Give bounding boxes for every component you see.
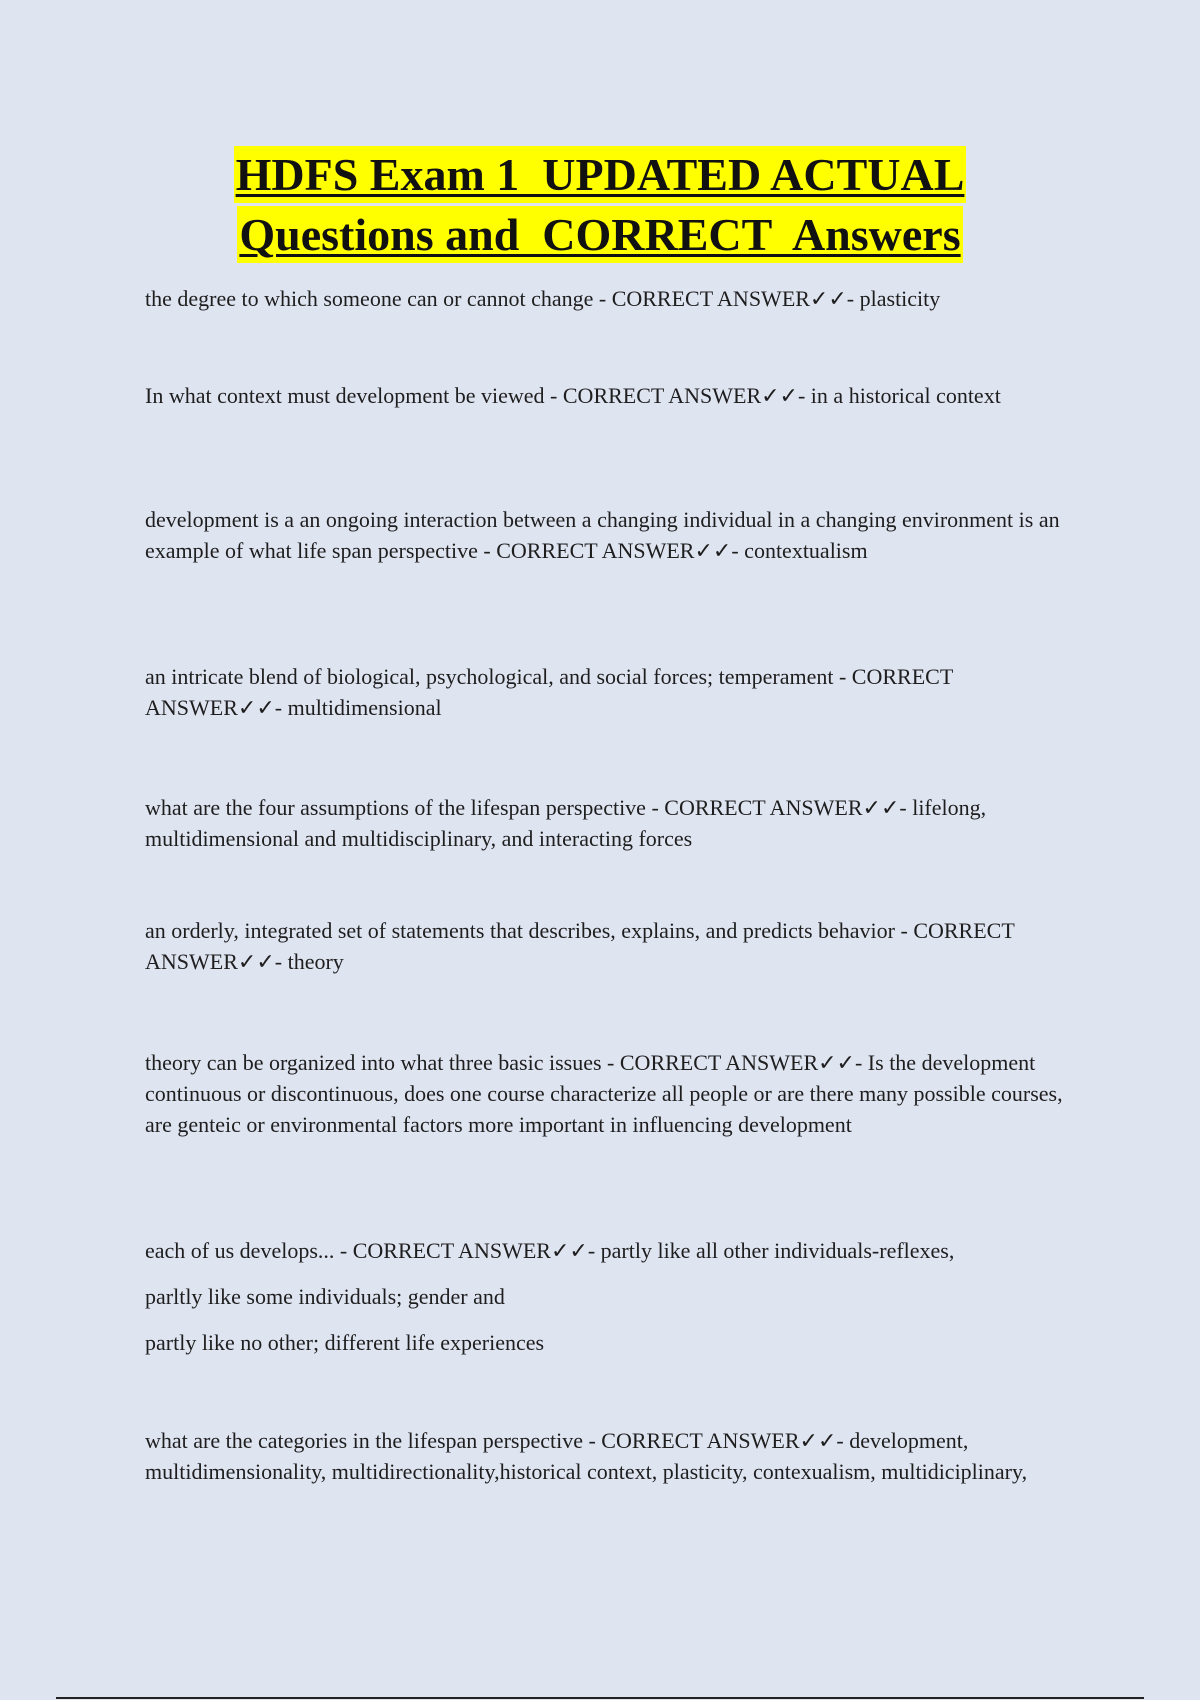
qa-item-4 [145,661,1065,723]
qa-text: the degree to which someone can or cannot change - CORRECT ANSWER✓✓- plasticity [145,286,941,311]
qa-text: In what context must development be viewed - CORRECT ANSWER✓✓- in a historical context [145,383,1001,408]
qa-text: what are the categories in the lifespan perspective - CORRECT ANSWER✓✓- development, multidimensionality, multidirectionality,historical context, plasticity, contexualism, multidiciplinary, [145,1428,1028,1484]
qa-text: each of us develops... - CORRECT ANSWER✓✓- partly like all other individuals-reflexes, [145,1238,955,1263]
qa-item-8 [145,1235,1065,1358]
qa-text: an orderly, integrated set of statements that describes, explains, and predicts behavior - CORRECT ANSWER✓✓- theory [145,918,1015,974]
title-line-1: HDFS Exam 1 UPDATED ACTUAL [234,146,967,203]
qa-item-5 [145,792,1065,854]
qa-item-3 [145,504,1065,566]
qa-text: what are the four assumptions of the lifespan perspective - CORRECT ANSWER✓✓- lifelong, multidimensional and multidisciplinary, and interacting forces [145,795,987,851]
footer-rule [56,1697,1144,1699]
qa-item-7 [145,1047,1065,1140]
title-line-2: Questions and CORRECT Answers [237,206,962,263]
qa-text-line-2: parltly like some individuals; gender and [145,1284,505,1309]
qa-item-2 [145,380,1065,411]
qa-item-6 [145,915,1065,977]
qa-item-9 [145,1425,1065,1487]
qa-text-line-3: partly like no other; different life experiences [145,1330,545,1355]
document-title [0,146,1200,266]
qa-text: development is a an ongoing interaction between a changing individual in a changing environment is an example of what life span perspective - CORRECT ANSWER✓✓- contextualism [145,507,1060,563]
qa-text: theory can be organized into what three basic issues - CORRECT ANSWER✓✓- Is the development continuous or discontinuous, does one course characterize all people or are there many possible courses, are genteic or environmental factors more important in influencing development [145,1050,1063,1137]
qa-text: an intricate blend of biological, psychological, and social forces; temperament - CORRECT ANSWER✓✓- multidimensional [145,664,953,720]
qa-item-1 [145,283,1065,314]
